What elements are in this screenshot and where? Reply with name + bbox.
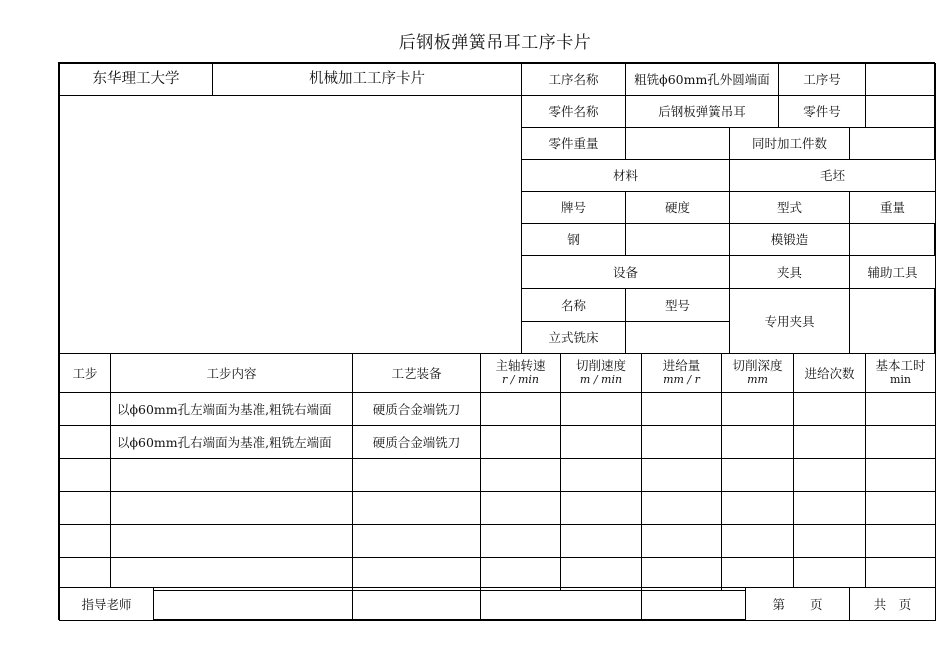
- step-feed: [641, 524, 722, 558]
- step-no: [59, 557, 111, 591]
- step-cut-speed: [560, 491, 642, 525]
- advisor-value: [153, 587, 353, 621]
- col-content: 工步内容: [110, 353, 353, 393]
- proc-name-label: 工序名称: [521, 63, 626, 96]
- col-step: 工步: [59, 353, 111, 393]
- step-spindle: [480, 524, 561, 558]
- step-feed: [641, 458, 722, 492]
- proc-no-label: 工序号: [778, 63, 866, 96]
- advisor-label: 指导老师: [59, 587, 154, 621]
- form-value: 模锻造: [729, 223, 850, 256]
- step-passes: [793, 425, 866, 459]
- step-no: [59, 458, 111, 492]
- step-equip: [352, 557, 481, 591]
- step-time: [865, 458, 936, 492]
- step-no: [59, 392, 111, 426]
- step-cut-speed: [560, 425, 642, 459]
- grade-value: 钢: [521, 223, 626, 256]
- step-time: [865, 524, 936, 558]
- step-content: [110, 557, 353, 591]
- hardness-value: [625, 223, 730, 256]
- col-time-unit: min: [889, 373, 912, 386]
- weight-label: 重量: [849, 191, 936, 224]
- part-weight-value: [625, 127, 730, 160]
- step-depth: [721, 392, 794, 426]
- step-spindle: [480, 425, 561, 459]
- card-title: 后钢板弹簧吊耳工序卡片: [398, 33, 592, 53]
- step-cut-speed: [560, 392, 642, 426]
- aux-tool-label: 辅助工具: [849, 255, 936, 289]
- step-time: [865, 557, 936, 591]
- proc-name-value: 粗铣ϕ60mm孔外圆端面: [625, 63, 779, 96]
- part-no-value: [865, 95, 936, 128]
- step-time: [865, 491, 936, 525]
- col-time: [865, 353, 936, 393]
- col-feed: [641, 353, 722, 393]
- step-feed: [641, 392, 722, 426]
- col-depth-label: 切削深度: [732, 358, 783, 373]
- col-depth-unit: mm: [747, 373, 768, 386]
- step-cut-speed: [560, 557, 642, 591]
- step-equip: [352, 491, 481, 525]
- col-cut-speed-unit: m / min: [579, 373, 623, 386]
- step-equip: 硬质合金端铣刀: [352, 425, 481, 459]
- material-label: 材料: [521, 159, 730, 192]
- step-content: [110, 524, 353, 558]
- step-depth: [721, 557, 794, 591]
- step-content: 以ϕ60mm孔右端面为基准,粗铣左端面: [110, 425, 353, 459]
- aux-tool-value: [849, 288, 936, 354]
- step-content: [110, 491, 353, 525]
- part-name-label: 零件名称: [521, 95, 626, 128]
- part-name-value: 后钢板弹簧吊耳: [625, 95, 779, 128]
- col-time-label: 基本工时: [875, 358, 926, 373]
- step-cut-speed: [560, 458, 642, 492]
- proc-no-value: [865, 63, 936, 96]
- simul-label: 同时加工件数: [729, 127, 850, 160]
- eq-model-label: 型号: [625, 288, 730, 322]
- page-number: 第 页: [745, 587, 850, 621]
- step-passes: [793, 491, 866, 525]
- step-passes: [793, 458, 866, 492]
- part-weight-label: 零件重量: [521, 127, 626, 160]
- eq-name-label: 名称: [521, 288, 626, 322]
- step-passes: [793, 392, 866, 426]
- school-name: 东华理工大学: [59, 63, 213, 96]
- step-passes: [793, 557, 866, 591]
- footer-blank-2: [480, 587, 642, 621]
- step-passes: [793, 524, 866, 558]
- col-equip: 工艺装备: [352, 353, 481, 393]
- step-spindle: [480, 458, 561, 492]
- col-spindle-label: 主轴转速: [495, 358, 546, 373]
- step-depth: [721, 524, 794, 558]
- col-cut-speed-label: 切削速度: [575, 358, 626, 373]
- step-content: 以ϕ60mm孔左端面为基准,粗铣右端面: [110, 392, 353, 426]
- part-no-label: 零件号: [778, 95, 866, 128]
- footer-blank-1: [352, 587, 481, 621]
- grade-label: 牌号: [521, 191, 626, 224]
- special-fixture: 专用夹具: [729, 288, 850, 354]
- blank-label: 毛坯: [729, 159, 936, 192]
- step-no: [59, 491, 111, 525]
- step-spindle: [480, 491, 561, 525]
- col-depth: [721, 353, 794, 393]
- step-spindle: [480, 557, 561, 591]
- form-label: 型式: [729, 191, 850, 224]
- process-card: [58, 62, 935, 620]
- step-feed: [641, 557, 722, 591]
- step-depth: [721, 458, 794, 492]
- step-equip: [352, 524, 481, 558]
- step-no: [59, 524, 111, 558]
- step-feed: [641, 491, 722, 525]
- step-equip: [352, 458, 481, 492]
- col-passes: 进给次数: [793, 353, 866, 393]
- step-no: [59, 425, 111, 459]
- eq-model-value: [625, 321, 730, 354]
- footer-blank-3: [641, 587, 746, 621]
- fixture-label: 夹具: [729, 255, 850, 289]
- equipment-label: 设备: [521, 255, 730, 289]
- page-total: 共 页: [849, 587, 936, 621]
- col-feed-unit: mm / r: [663, 373, 700, 386]
- col-spindle: [480, 353, 561, 393]
- sketch-area: [59, 95, 522, 354]
- step-depth: [721, 491, 794, 525]
- step-depth: [721, 425, 794, 459]
- weight-value: [849, 223, 936, 256]
- col-feed-label: 进给量: [662, 358, 701, 373]
- step-time: [865, 392, 936, 426]
- step-spindle: [480, 392, 561, 426]
- eq-name-value: 立式铣床: [521, 321, 626, 354]
- card-type: 机械加工工序卡片: [212, 63, 522, 96]
- col-spindle-unit: r / min: [502, 373, 539, 386]
- step-cut-speed: [560, 524, 642, 558]
- step-feed: [641, 425, 722, 459]
- step-time: [865, 425, 936, 459]
- step-equip: 硬质合金端铣刀: [352, 392, 481, 426]
- simul-value: [849, 127, 936, 160]
- col-cut-speed: [560, 353, 642, 393]
- hardness-label: 硬度: [625, 191, 730, 224]
- step-content: [110, 458, 353, 492]
